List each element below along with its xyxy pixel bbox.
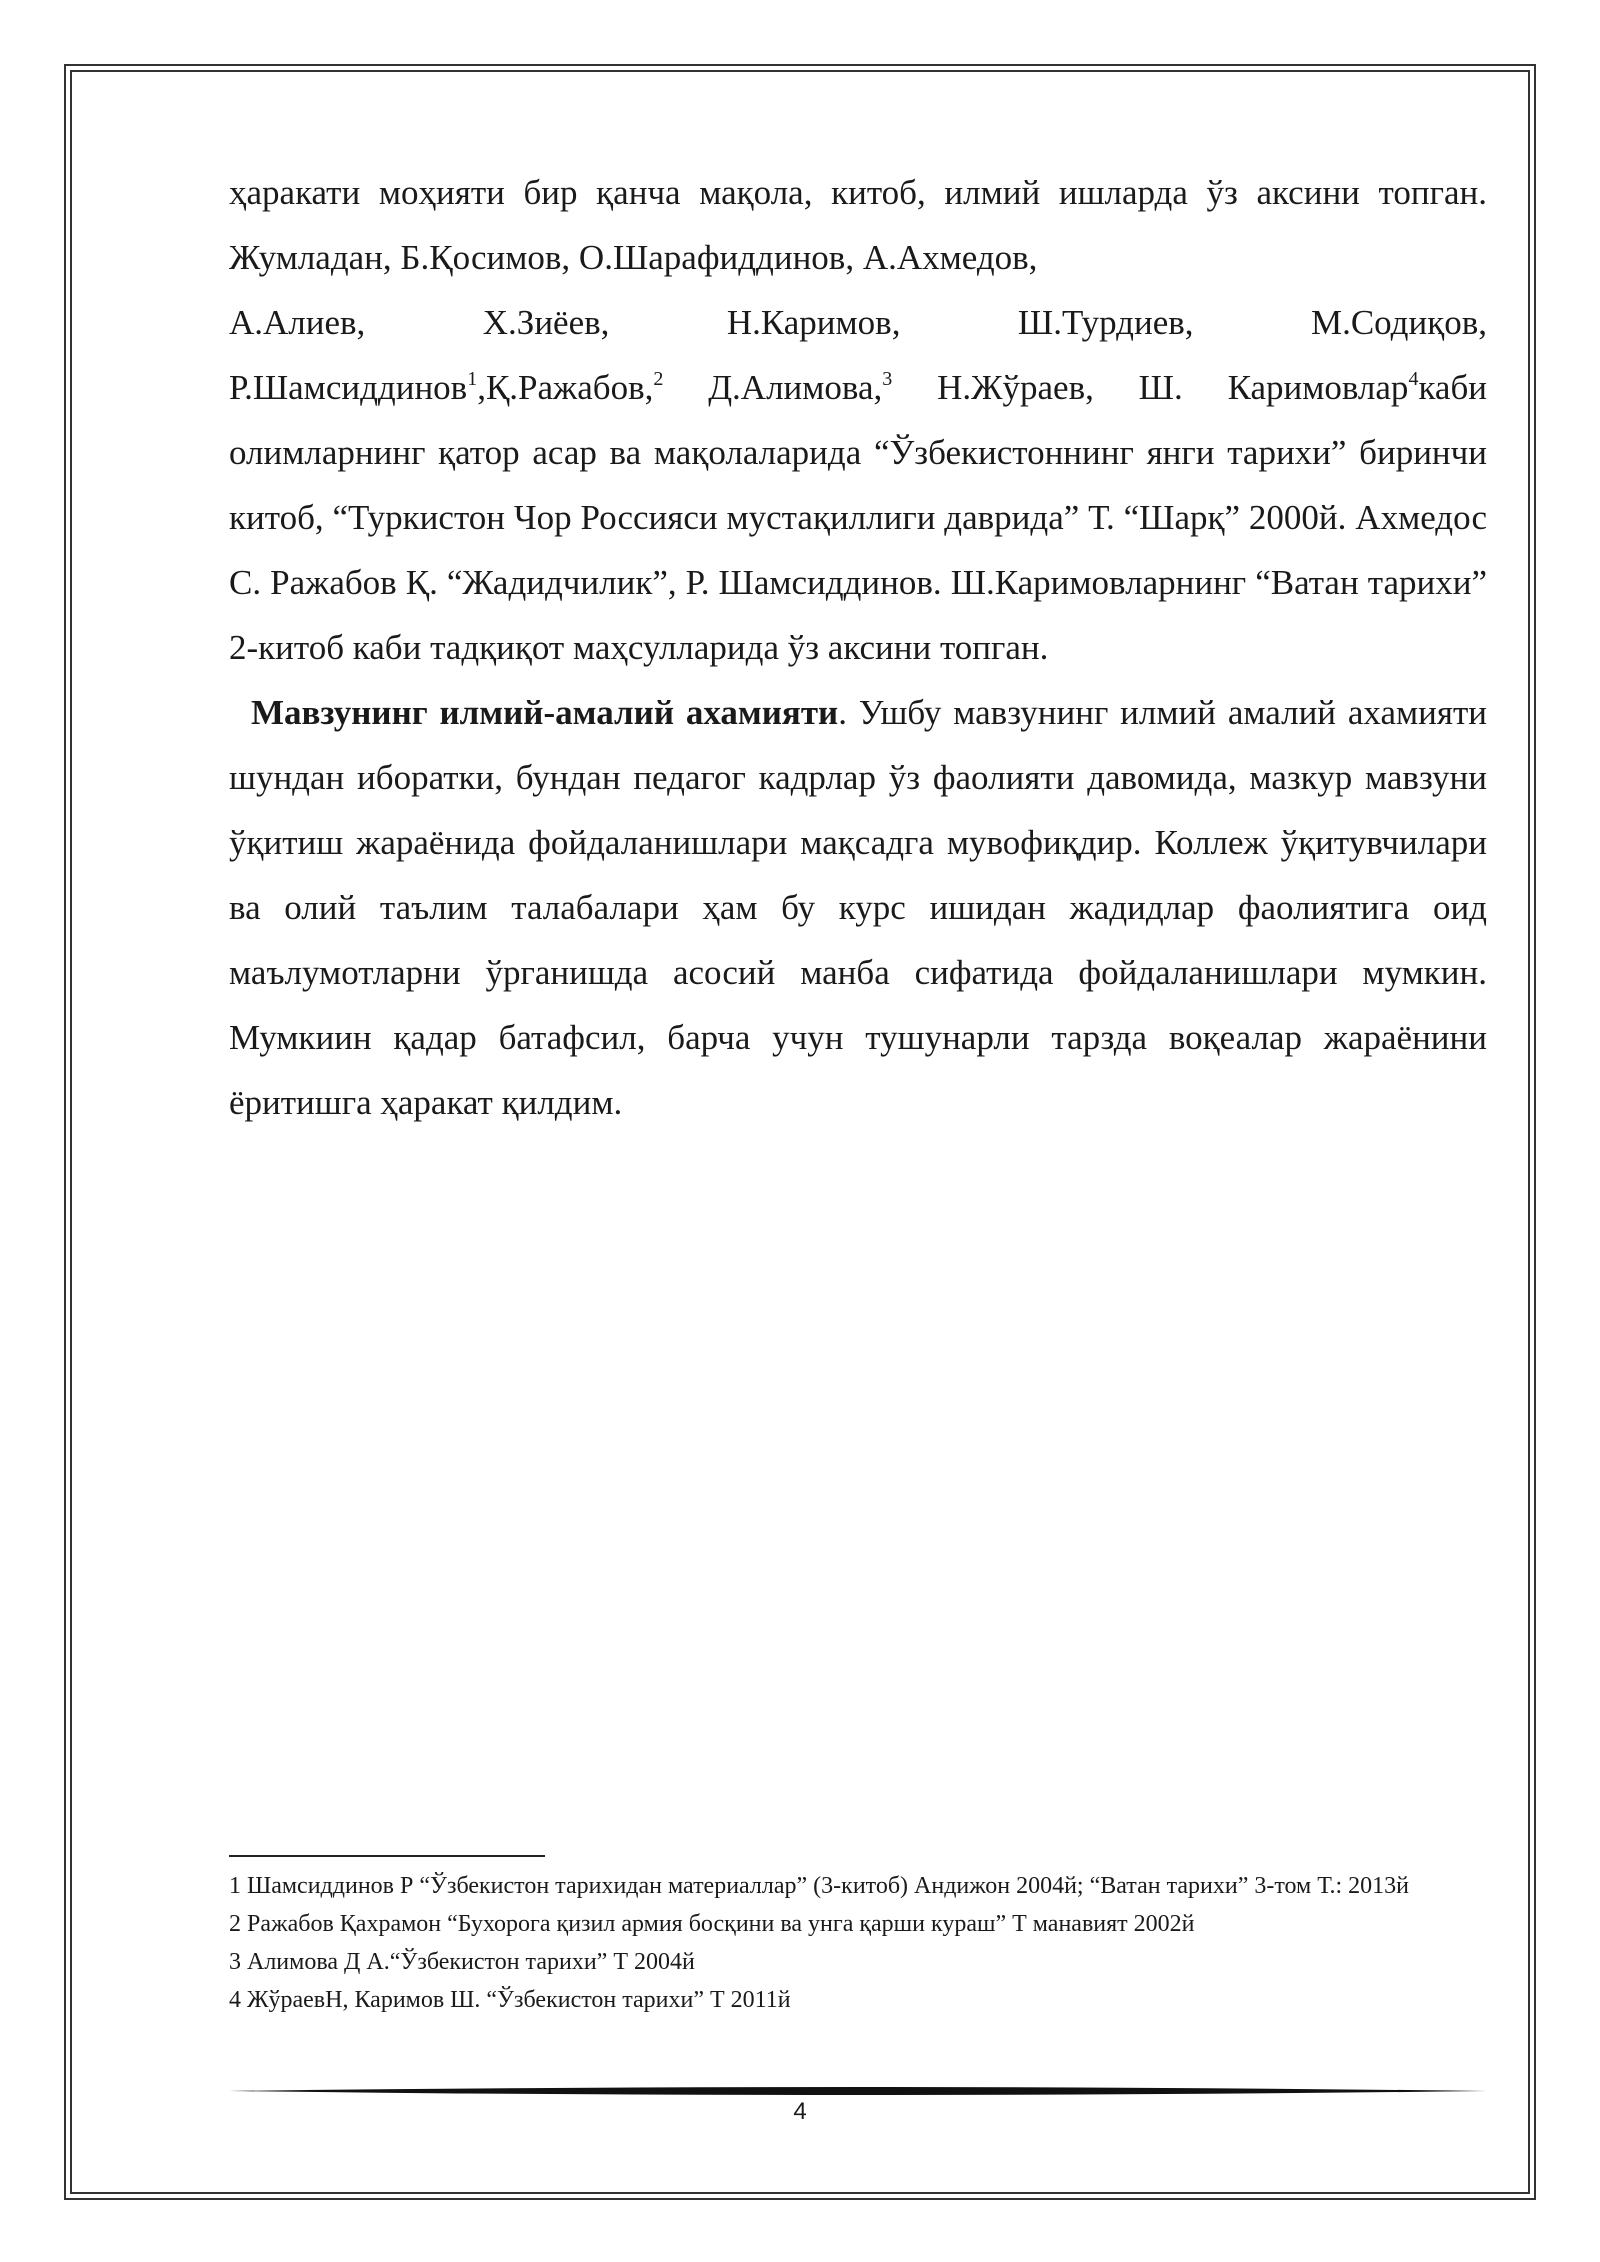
author-name: Ш.Турдиев, — [1017, 303, 1194, 342]
text-line-4-with-footnote-refs — [229, 355, 1487, 420]
page-body — [229, 160, 1487, 1135]
author-name: А.Алиев, — [229, 303, 366, 342]
footnote-ref-1[interactable]: 1 — [467, 368, 478, 390]
footnote-ref-4[interactable]: 4 — [1408, 368, 1419, 390]
footnote-ref-3[interactable]: 3 — [882, 368, 893, 390]
page-number: 4 — [793, 2098, 807, 2125]
text-fragment: каби — [1418, 368, 1487, 407]
footnote-2: 2 Ражабов Қахрамон “Бухорога қизил армия босқини ва унга қарши кураш” Т манавият 2002й — [229, 1911, 1195, 1937]
text-fragment: ,Қ.Ражабов, — [477, 368, 654, 407]
paragraph-literature-review — [229, 160, 1487, 680]
footer-divider — [229, 2084, 1487, 2098]
paragraph-rest: олимларнинг қатор асар ва мақолаларида “Ўзбекистоннинг янги тарихи” биринчи китоб, “Туркистон Чор Россияси мустақиллиги даврида” Т. “Шарқ” 2000й. Ахмедос С. Ражабов Қ. “Жадидчилик”, Р. Шамсиддинов. Ш.Каримовларнинг “Ватан тарихи” 2-китоб каби тадқиқот маҳсулларида ўз аксини топган. — [229, 433, 1487, 667]
paragraph-line — [229, 160, 1487, 225]
footnote-4: 4 ЖўраевН, Каримов Ш. “Ўзбекистон тарихи” Т 2011й — [229, 1987, 791, 2013]
author-names-line — [229, 290, 1487, 355]
footnote-3: 3 Алимова Д А.“Ўзбекистон тарихи” Т 2004й — [229, 1949, 695, 1975]
text-line-2: Жумладан, Б.Қосимов, О.Шарафиддинов, А.Ахмедов, — [229, 238, 1038, 277]
paragraph-significance — [229, 680, 1487, 1135]
text-fragment: Д.Алимова, — [663, 368, 883, 407]
paragraph-text: . Ушбу мавзунинг илмий амалий ахамияти шундан иборатки, бундан педагог кадрлар ўз фаолияти давомида, мазкур мавзуни ўқитиш жараёнида фойдаланишлари мақсадга мувофиқдир. Коллеж ўқитувчилари ва олий таълим талабалари ҳам бу курс ишидан жадидлар фаолиятига оид маълумотларни ўрганишда асосий манба сифатида фойдаланишлари мумкин. Мумкиин қадар батафсил, барча учун тушунарли тарзда воқеалар жараёнини ёритишга ҳаракат қилдим. — [229, 693, 1487, 1122]
footnotes — [229, 1867, 1487, 2019]
section-heading: Мавзунинг илмий-амалий ахамияти — [251, 693, 839, 732]
text-line-1: ҳаракати моҳияти бир қанча мақола, китоб, илмий ишларда ўз аксини топган. — [229, 173, 1487, 212]
text-fragment: Р.Шамсиддинов — [229, 368, 468, 407]
author-name: М.Содиқов, — [1310, 303, 1487, 342]
footnote-separator — [229, 1855, 545, 1857]
footnote-ref-2[interactable]: 2 — [653, 368, 664, 390]
text-fragment: Н.Жўраев, Ш. Каримовлар — [892, 368, 1409, 407]
author-name: Н.Каримов, — [726, 303, 901, 342]
author-name: Х.Зиёев, — [482, 303, 610, 342]
footnote-1: 1 Шамсиддинов Р “Ўзбекистон тарихидан материаллар” (3-китоб) Андижон 2004й; “Ватан тарихи” 3-том Т.: 2013й — [229, 1873, 1410, 1899]
